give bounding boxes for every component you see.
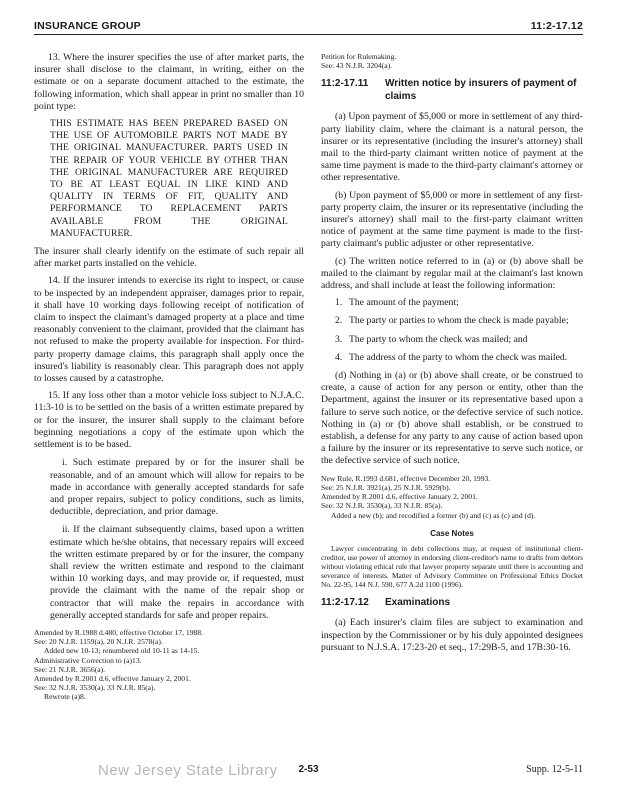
list-item: 4. The address of the party to whom the check was mailed.: [335, 351, 568, 363]
history-line: Administrative Correction to (a)13.: [34, 655, 142, 665]
case-note: Lawyer concentrating in debt collections may, at request of institutional client-creditor, use power of attorney in endorsing client-creditor's name to drafts from debtors without violating ethical rule that lawyer property separate until there is accounting and severance of interests. Matter of Advisory Committee on Professional Ethics Docket No. 22-95, 144 N.J. 590, 677 A.2d 1100 (1996).: [321, 543, 583, 589]
right-column: [321, 52, 583, 659]
section-title: Examinations: [385, 596, 451, 608]
section-title: Written notice by insurers of payment of claims: [385, 78, 577, 102]
section-number: 11:2-17.12: [321, 596, 369, 608]
paragraph-d: (d) Nothing in (a) or (b) above shall create, or be construed to create, a cause of action for any person or entity, other than the Department, against the insurer or its representative based upon a failure to serve such notice, or the defective service of such notice. Nothing in (a) or (b) above shall establish, or be construed to establish, a defense for any party to any cause of action based upon a failure by the insurer or its representative to serve such notice, or the defective service of such notice.: [321, 370, 583, 467]
header-section: 11:2-17.12: [530, 20, 583, 32]
section-heading-17-12: [321, 597, 583, 610]
history-line: New Rule, R.1993 d.681, effective December 20, 1993.: [321, 473, 491, 483]
paragraph-13: 13. Where the insurer specifies the use of after market parts, the insurer shall disclose to the claimant, in writing, either on the estimate or on a separate document attached to the estimate, the following information, which shall appear in print no smaller than 10 point type:: [34, 52, 304, 112]
case-notes-heading: Case Notes: [430, 528, 474, 538]
petition-notes: [321, 52, 583, 70]
header-chapter: INSURANCE GROUP: [34, 20, 141, 32]
paragraph-14: 14. If the insurer intends to exercise its right to inspect, or cause to be inspected by an independent appraiser, damages prior to repair, it shall have 10 working days following receipt of notification of claim to inspect the claimant's damaged property at a place and time reasonably convenient to the claimant, provided that the claimant has not refused to make the property available for inspection. For third-party property damage claims, this paragraph shall apply once the insured's liability is reasonably clear. This paragraph does not apply to losses caused by a catastrophe.: [34, 275, 304, 385]
paragraph-15-i: i. Such estimate prepared by or for the insurer shall be reasonable, and of an amount which will allow for repairs to be made in accordance with generally accepted standards for safe and proper repairs, subject to policy conditions, such as limits, deductible, depreciation, and prior damage.: [50, 457, 304, 518]
history-line: See: 32 N.J.R. 3530(a), 33 N.J.R. 85(a).: [34, 683, 156, 693]
history-line: Petition for Rulemaking.: [321, 52, 397, 61]
paragraph-examinations-a: (a) Each insurer's claim files are subject to examination and inspection by the Commissioner or by his duly appointed designees pursuant to N.J.S.A. 17:23-20 et seq., 17:29B-5, and 17B:30-16.: [321, 617, 583, 653]
list-item: 3. The party to whom the check was mailed; and: [335, 333, 528, 345]
page-number: 2-53: [298, 764, 319, 775]
section-heading-17-11: [321, 78, 583, 103]
paragraph-c: (c) The written notice referred to in (a) or (b) above shall be mailed to the claimant by regular mail at the claimant's last known address, and shall include at least the following information:: [321, 255, 583, 292]
paragraph-b: (b) Upon payment of $5,000 or more in settlement of any first-party property claim, the insurer or its representative (including the insurer's attorney) shall mail to the first-party claimant written notice of payment at the same time payment is made to the first-party claimant's public adjuster or other representative.: [321, 189, 583, 250]
left-column: [34, 52, 304, 710]
supplement-date: Supp. 12-5-11: [526, 764, 583, 775]
history-notes-right: [321, 474, 583, 520]
list-item: 1. The amount of the payment;: [335, 297, 459, 309]
history-line: Amended by R.1988 d.480, effective October 17, 1988.: [34, 627, 203, 637]
section-number: 11:2-17.11: [321, 78, 369, 90]
history-line: Amended by R.2001 d.6, effective January 2, 2001.: [321, 492, 478, 502]
history-line: See: 25 N.J.R. 3921(a), 25 N.J.R. 5929(b).: [321, 482, 451, 492]
history-line: See: 20 N.J.R. 1159(a), 20 N.J.R. 2578(a).: [34, 637, 163, 647]
history-line: Added a new (b); and recodified a former (b) and (c) as (c) and (d).: [331, 510, 536, 520]
history-line: Rewrote (a)8.: [44, 692, 86, 702]
paragraph-15-ii: ii. If the claimant subsequently claims, based upon a written estimate which he/she obtains, that necessary repairs will exceed the written estimate prepared by or for the insurer, the company shall review the written estimate and respond to the claimant within 10 working days, and may provide or, if requested, must provide the claimant with the name of the repair shop or contractor that will make the repairs in accordance with generally accepted standards for safe and proper repairs.: [50, 524, 304, 621]
list-item: 2. The party or parties to whom the check is made payable;: [335, 315, 569, 327]
library-watermark: New Jersey State Library: [98, 762, 278, 779]
history-line: See: 32 N.J.R. 3530(a), 33 N.J.R. 85(a).: [321, 501, 443, 511]
history-line: Added new 10-13; renumbered old 10-11 as 14-15.: [44, 646, 200, 656]
paragraph-15: 15. If any loss other than a motor vehicle loss subject to N.J.A.C. 11:3-10 is to be settled on the basis of a written estimate prepared by or for the insurer, the insurer shall supply to the claimant before beginning negotiations a copy of the estimate upon which the settlement is to be based.: [34, 390, 304, 451]
running-header: [34, 14, 583, 35]
paragraph-a: (a) Upon payment of $5,000 or more in settlement of any third-party liability claim, where the claimant is a natural person, the insurer or its representative (including the insurer's attorney) shall mail to the third-party claimant written notice of payment at the same time payment is made to the third-party claimant's attorney or other representative.: [321, 111, 583, 184]
history-line: See: 43 N.J.R. 3204(a).: [321, 61, 393, 71]
history-line: See: 21 N.J.R. 3656(a).: [34, 664, 106, 674]
disclosure-notice: THIS ESTIMATE HAS BEEN PREPARED BASED ON THE USE OF AUTOMOBILE PARTS NOT MADE BY THE ORIGINAL MANUFACTURER. PARTS USED IN THE REPAIR OF YOUR VEHICLE BY OTHER THAN THE ORIGINAL MANUFACTURER ARE REQUIRED TO BE AT LEAST EQUAL IN LIKE KIND AND QUALITY IN TERMS OF FIT, QUALITY AND PERFORMANCE TO REPLACEMENT PARTS AVAILABLE FROM THE ORIGINAL MANUFACTURER.: [50, 118, 288, 239]
history-line: Amended by R.2001 d.6, effective January 2, 2001.: [34, 673, 191, 683]
paragraph-13-followup: The insurer shall clearly identify on the estimate of such repair all after market parts installed on the vehicle.: [34, 246, 304, 270]
history-notes-left: [34, 628, 304, 702]
